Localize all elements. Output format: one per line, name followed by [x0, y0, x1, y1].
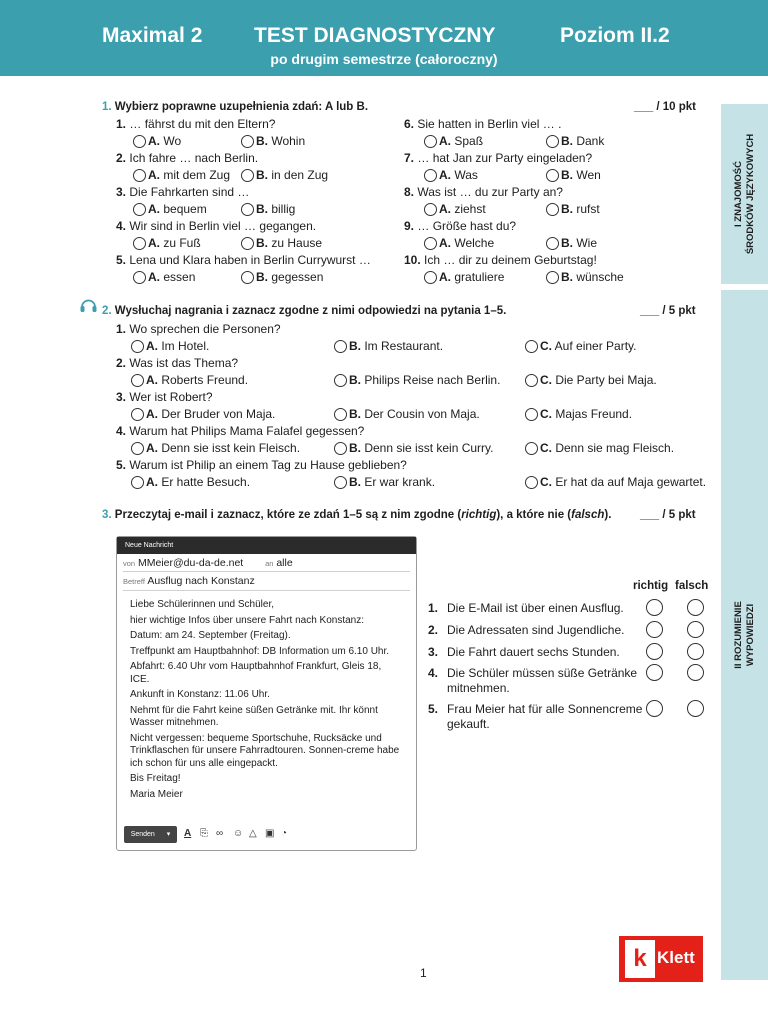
klett-logo-text: Klett [657, 948, 695, 967]
divider [123, 571, 410, 572]
statement-number: 5. [428, 702, 439, 716]
answer-option[interactable] [424, 270, 504, 284]
email-to-value[interactable]: alle [276, 557, 293, 569]
task2-question [116, 390, 213, 404]
option-text: Denn sie isst kein Curry. [364, 441, 494, 455]
answer-option[interactable] [241, 168, 328, 182]
task1-question [404, 253, 597, 267]
option-letter: A. [146, 407, 158, 421]
send-button[interactable]: Senden ▾ [124, 826, 177, 843]
option-letter: B. [256, 134, 268, 148]
question-text: Warum ist Philip an einem Tag zu Hause geblieben? [129, 458, 407, 472]
option-text: Spaß [454, 134, 484, 148]
email-paragraph: Liebe Schülerinnen und Schüler, [130, 599, 274, 610]
option-letter: C. [540, 475, 552, 489]
richtig-radio[interactable] [646, 621, 663, 638]
lock-icon[interactable]: ◔ [281, 828, 288, 839]
option-text: Welche [454, 236, 495, 250]
answer-option[interactable] [334, 441, 494, 455]
task1-number: 1. [102, 101, 112, 113]
radio-button[interactable] [133, 271, 146, 284]
option-text: rufst [576, 202, 600, 216]
question-text: Sie hatten in Berlin viel … . [417, 117, 562, 131]
task1-question [116, 185, 249, 199]
option-text: Er war krank. [364, 475, 436, 489]
radio-button[interactable] [241, 169, 254, 182]
option-letter: B. [349, 475, 361, 489]
side-tab-comprehension [721, 290, 768, 980]
answer-option[interactable] [241, 202, 295, 216]
question-number: 1. [116, 117, 127, 131]
klett-logo [619, 936, 703, 982]
radio-button[interactable] [546, 135, 559, 148]
option-text: bequem [163, 202, 207, 216]
option-text: Wen [576, 168, 601, 182]
falsch-radio[interactable] [687, 599, 704, 616]
radio-button[interactable] [334, 408, 347, 421]
test-subtitle: po drugim semestrze (całoroczny) [270, 51, 498, 67]
task2-question [116, 322, 281, 336]
task3-title: Przeczytaj e-mail i zaznacz, które ze zdań 1–5 są z nim zgodne (richtig), a które nie (falsch). [114, 509, 612, 521]
radio-button[interactable] [546, 271, 559, 284]
answer-option[interactable] [241, 134, 305, 148]
task2-question [116, 458, 407, 472]
falsch-radio[interactable] [687, 664, 704, 681]
option-letter: B. [256, 202, 268, 216]
question-text: Wer ist Robert? [129, 390, 213, 404]
option-letter: A. [148, 236, 160, 250]
question-number: 8. [404, 185, 415, 199]
side-tab-language-label: I ZNAJOMOŚĆ ŚRODKÓW JĘZYKOWYCH [732, 133, 756, 255]
radio-button[interactable] [131, 374, 144, 387]
option-letter: B. [256, 270, 268, 284]
question-text: Was ist das Thema? [129, 356, 239, 370]
option-letter: B. [256, 236, 268, 250]
option-letter: B. [349, 339, 361, 353]
question-text: Die Fahrkarten sind … [129, 185, 250, 199]
radio-button[interactable] [133, 135, 146, 148]
question-text: … fährst du mit den Eltern? [129, 117, 276, 131]
link-icon[interactable]: ∞ [216, 828, 224, 839]
option-letter: C. [540, 441, 552, 455]
answer-option[interactable] [131, 475, 250, 489]
drive-icon[interactable]: △ [249, 828, 257, 839]
task1-question [116, 151, 258, 165]
radio-button[interactable] [334, 476, 347, 489]
emoji-icon[interactable]: ☺ [233, 828, 244, 839]
option-letter: A. [146, 441, 158, 455]
option-letter: B. [561, 270, 573, 284]
question-number: 3. [116, 390, 127, 404]
radio-button[interactable] [131, 476, 144, 489]
option-letter: B. [349, 407, 361, 421]
option-text: zu Hause [271, 236, 323, 250]
question-number: 3. [116, 185, 127, 199]
question-number: 5. [116, 458, 127, 472]
richtig-radio[interactable] [646, 664, 663, 681]
option-letter: A. [439, 270, 451, 284]
radio-button[interactable] [131, 442, 144, 455]
email-from-row [123, 557, 293, 569]
richtig-radio[interactable] [646, 700, 663, 717]
radio-button[interactable] [424, 203, 437, 216]
statement-text: Frau Meier hat für alle Sonnencreme gekauft. [447, 702, 643, 731]
email-subject-value[interactable]: Ausflug nach Konstanz [147, 575, 255, 587]
radio-button[interactable] [133, 237, 146, 250]
answer-option[interactable] [525, 407, 632, 421]
email-paragraph: Nehmt für die Fahrt keine süßen Getränke mit. Ihr könnt Wasser mitnehmen. [130, 704, 378, 728]
answer-option[interactable] [241, 236, 322, 250]
task3-number: 3. [102, 509, 112, 521]
task1-title: Wybierz poprawne uzupełnienia zdań: A lub B. [114, 101, 369, 113]
question-number: 2. [116, 356, 127, 370]
option-letter: C. [540, 339, 552, 353]
radio-button[interactable] [546, 237, 559, 250]
answer-option[interactable] [424, 168, 478, 182]
answer-option[interactable] [525, 441, 674, 455]
option-text: in den Zug [271, 168, 329, 182]
email-titlebar: Neue Nachricht [117, 537, 416, 554]
question-text: Lena und Klara haben in Berlin Currywurst … [129, 253, 371, 267]
attach-icon[interactable]: ⎘ [200, 828, 208, 839]
radio-button[interactable] [241, 203, 254, 216]
radio-button[interactable] [131, 340, 144, 353]
option-letter: B. [561, 134, 573, 148]
option-text: Wie [576, 236, 598, 250]
option-text: Denn sie mag Fleisch. [555, 441, 675, 455]
answer-option[interactable] [131, 407, 275, 421]
image-icon[interactable]: ▣ [265, 828, 275, 839]
question-number: 2. [116, 151, 127, 165]
option-text: wünsche [576, 270, 624, 284]
email-paragraph: Treffpunkt am Hauptbahnhof: DB Information um 6.10 Uhr. [130, 645, 390, 657]
answer-option[interactable] [546, 270, 624, 284]
option-text: Denn sie isst kein Fleisch. [161, 441, 301, 455]
radio-button[interactable] [131, 408, 144, 421]
option-text: Der Bruder von Maja. [161, 407, 276, 421]
option-text: Roberts Freund. [161, 373, 249, 387]
task1-heading [102, 101, 368, 113]
email-paragraph: Ankunft in Konstanz: 11.06 Uhr. [130, 689, 270, 700]
test-title: TEST DIAGNOSTYCZNY [254, 24, 496, 47]
answer-option[interactable] [133, 134, 181, 148]
statement-number: 1. [428, 601, 439, 615]
answer-option[interactable] [546, 168, 601, 182]
answer-option[interactable] [424, 236, 494, 250]
email-from-label: von [123, 559, 136, 568]
option-text: ziehst [454, 202, 486, 216]
radio-button[interactable] [546, 203, 559, 216]
radio-button[interactable] [133, 203, 146, 216]
falsch-radio[interactable] [687, 621, 704, 638]
option-text: Im Hotel. [161, 339, 210, 353]
answer-option[interactable] [546, 202, 600, 216]
option-letter: B. [561, 168, 573, 182]
radio-button[interactable] [525, 340, 538, 353]
statement-text: Die Adressaten sind Jugendliche. [447, 623, 625, 637]
option-letter: A. [148, 202, 160, 216]
answer-option[interactable] [424, 202, 486, 216]
task2-heading [102, 305, 506, 317]
option-text: Was [454, 168, 478, 182]
answer-option[interactable] [525, 475, 706, 489]
email-from-value[interactable]: MMeier@du-da-de.net [138, 557, 244, 569]
radio-button[interactable] [334, 340, 347, 353]
option-letter: B. [256, 168, 268, 182]
format-text-icon[interactable]: A [184, 828, 192, 839]
option-letter: A. [439, 134, 451, 148]
option-letter: B. [349, 373, 361, 387]
option-text: Er hatte Besuch. [161, 475, 251, 489]
email-window [116, 536, 417, 851]
answer-option[interactable] [131, 339, 209, 353]
option-letter: A. [148, 168, 160, 182]
email-paragraph: Datum: am 24. September (Freitag). [130, 630, 291, 641]
task1-question [404, 185, 563, 199]
option-text: Er hat da auf Maja gewartet. [555, 475, 707, 489]
question-number: 5. [116, 253, 127, 267]
email-paragraph: Nicht vergessen: bequeme Sportschuhe, Rucksäcke und Trinkflaschen für unsere Fahrradtouren. Sonnen-creme habe ich schon für uns alle eingepackt. [130, 732, 400, 769]
question-number: 7. [404, 151, 415, 165]
option-letter: B. [349, 441, 361, 455]
statement-text: Die Fahrt dauert sechs Stunden. [447, 645, 620, 659]
option-letter: C. [540, 373, 552, 387]
answer-option[interactable] [334, 407, 480, 421]
option-letter: A. [439, 168, 451, 182]
task2-number: 2. [102, 305, 112, 317]
falsch-radio[interactable] [687, 643, 704, 660]
answer-option[interactable] [131, 441, 300, 455]
question-text: Wir sind in Berlin viel … gegangen. [129, 219, 317, 233]
radio-button[interactable] [546, 169, 559, 182]
task2-points: ___ / 5 pkt [640, 305, 696, 317]
option-text: Majas Freund. [555, 407, 633, 421]
radio-button[interactable] [241, 135, 254, 148]
task2-question [116, 424, 364, 438]
radio-button[interactable] [241, 271, 254, 284]
radio-button[interactable] [241, 237, 254, 250]
task2-question [116, 356, 238, 370]
task1-question [116, 253, 371, 267]
answer-option[interactable] [241, 270, 323, 284]
answer-option[interactable] [334, 373, 500, 387]
question-number: 4. [116, 424, 127, 438]
richtig-radio[interactable] [646, 599, 663, 616]
option-letter: A. [146, 339, 158, 353]
option-text: Auf einer Party. [554, 339, 637, 353]
question-text: Ich … dir zu deinem Geburtstag! [424, 253, 597, 267]
option-text: Philips Reise nach Berlin. [364, 373, 501, 387]
col-richtig: richtig [633, 580, 669, 592]
option-letter: C. [540, 407, 552, 421]
richtig-radio[interactable] [646, 643, 663, 660]
answer-option[interactable] [424, 134, 483, 148]
answer-option[interactable] [131, 373, 248, 387]
book-title: Maximal 2 [102, 24, 203, 47]
answer-option[interactable] [133, 202, 207, 216]
question-number: 9. [404, 219, 415, 233]
radio-button[interactable] [525, 374, 538, 387]
klett-logo-mark: k [625, 940, 655, 978]
answer-option[interactable] [546, 236, 597, 250]
statement-text: Die E-Mail ist über einen Ausflug. [447, 601, 624, 615]
question-number: 4. [116, 219, 127, 233]
email-subject-row [123, 575, 255, 587]
question-text: Was ist … du zur Party an? [417, 185, 563, 199]
question-number: 1. [116, 322, 127, 336]
option-text: Wo [163, 134, 182, 148]
statement-text: Die Schüler müssen süße Getränke mitnehmen. [447, 666, 638, 695]
option-letter: A. [439, 236, 451, 250]
option-letter: A. [146, 475, 158, 489]
side-tab-comprehension-label: II ROZUMIENIE WYPOWIEDZI [732, 601, 756, 669]
option-text: gratuliere [454, 270, 505, 284]
statement-number: 3. [428, 645, 439, 659]
answer-option[interactable] [334, 475, 435, 489]
page-header [0, 0, 768, 76]
email-paragraph: Maria Meier [130, 788, 183, 800]
radio-button[interactable] [334, 374, 347, 387]
task3-points: ___ / 5 pkt [640, 509, 696, 521]
question-text: … hat Jan zur Party eingeladen? [417, 151, 593, 165]
answer-option[interactable] [133, 168, 230, 182]
level-title: Poziom II.2 [560, 24, 670, 47]
radio-button[interactable] [525, 476, 538, 489]
page-number: 1 [420, 966, 427, 980]
option-letter: B. [561, 202, 573, 216]
answer-option[interactable] [133, 270, 195, 284]
option-text: Die Party bei Maja. [555, 373, 657, 387]
email-body[interactable] [130, 599, 400, 804]
task3-heading [102, 509, 611, 521]
radio-button[interactable] [133, 169, 146, 182]
task1-points: ___ / 10 pkt [634, 101, 697, 113]
task2-title: Wysłuchaj nagrania i zaznacz zgodne z nimi odpowiedzi na pytania 1–5. [114, 305, 507, 317]
radio-button[interactable] [525, 442, 538, 455]
email-to-label: an [265, 559, 274, 568]
option-letter: A. [146, 373, 158, 387]
statement-number: 4. [428, 666, 439, 680]
task1-question [116, 219, 316, 233]
answer-option[interactable] [546, 134, 604, 148]
answer-option[interactable] [525, 373, 657, 387]
option-text: essen [163, 270, 196, 284]
side-tab-language [721, 104, 768, 284]
email-paragraph: Bis Freitag! [130, 773, 181, 784]
option-letter: B. [561, 236, 573, 250]
question-number: 6. [404, 117, 415, 131]
radio-button[interactable] [525, 408, 538, 421]
option-text: gegessen [271, 270, 324, 284]
task1-question [404, 151, 592, 165]
answer-option[interactable] [334, 339, 443, 353]
radio-button[interactable] [424, 169, 437, 182]
col-falsch: falsch [675, 580, 709, 592]
answer-option[interactable] [133, 236, 201, 250]
task1-question [404, 219, 516, 233]
option-letter: A. [148, 134, 160, 148]
question-number: 10. [404, 253, 421, 267]
headphones-icon [79, 297, 98, 314]
question-text: … Größe hast du? [417, 219, 517, 233]
option-text: zu Fuß [163, 236, 201, 250]
email-paragraph: Abfahrt: 6.40 Uhr vom Hauptbahnhof Frankfurt, Gleis 18, ICE. [130, 661, 382, 685]
divider [123, 590, 410, 591]
option-text: Der Cousin von Maja. [364, 407, 480, 421]
radio-button[interactable] [424, 271, 437, 284]
option-text: Im Restaurant. [364, 339, 444, 353]
radio-button[interactable] [424, 135, 437, 148]
email-paragraph: hier wichtige Infos über unsere Fahrt nach Konstanz: [130, 614, 365, 626]
option-text: Wohin [271, 134, 306, 148]
option-letter: A. [148, 270, 160, 284]
statement-number: 2. [428, 623, 439, 637]
falsch-radio[interactable] [687, 700, 704, 717]
task1-question [116, 117, 275, 131]
radio-button[interactable] [424, 237, 437, 250]
option-text: mit dem Zug [163, 168, 231, 182]
question-text: Ich fahre … nach Berlin. [129, 151, 259, 165]
radio-button[interactable] [334, 442, 347, 455]
option-text: Dank [576, 134, 605, 148]
email-subject-label: Betreff [123, 577, 145, 586]
question-text: Wo sprechen die Personen? [129, 322, 281, 336]
answer-option[interactable] [525, 339, 637, 353]
option-letter: A. [439, 202, 451, 216]
option-text: billig [271, 202, 296, 216]
task1-question [404, 117, 561, 131]
question-text: Warum hat Philips Mama Falafel gegessen? [129, 424, 365, 438]
